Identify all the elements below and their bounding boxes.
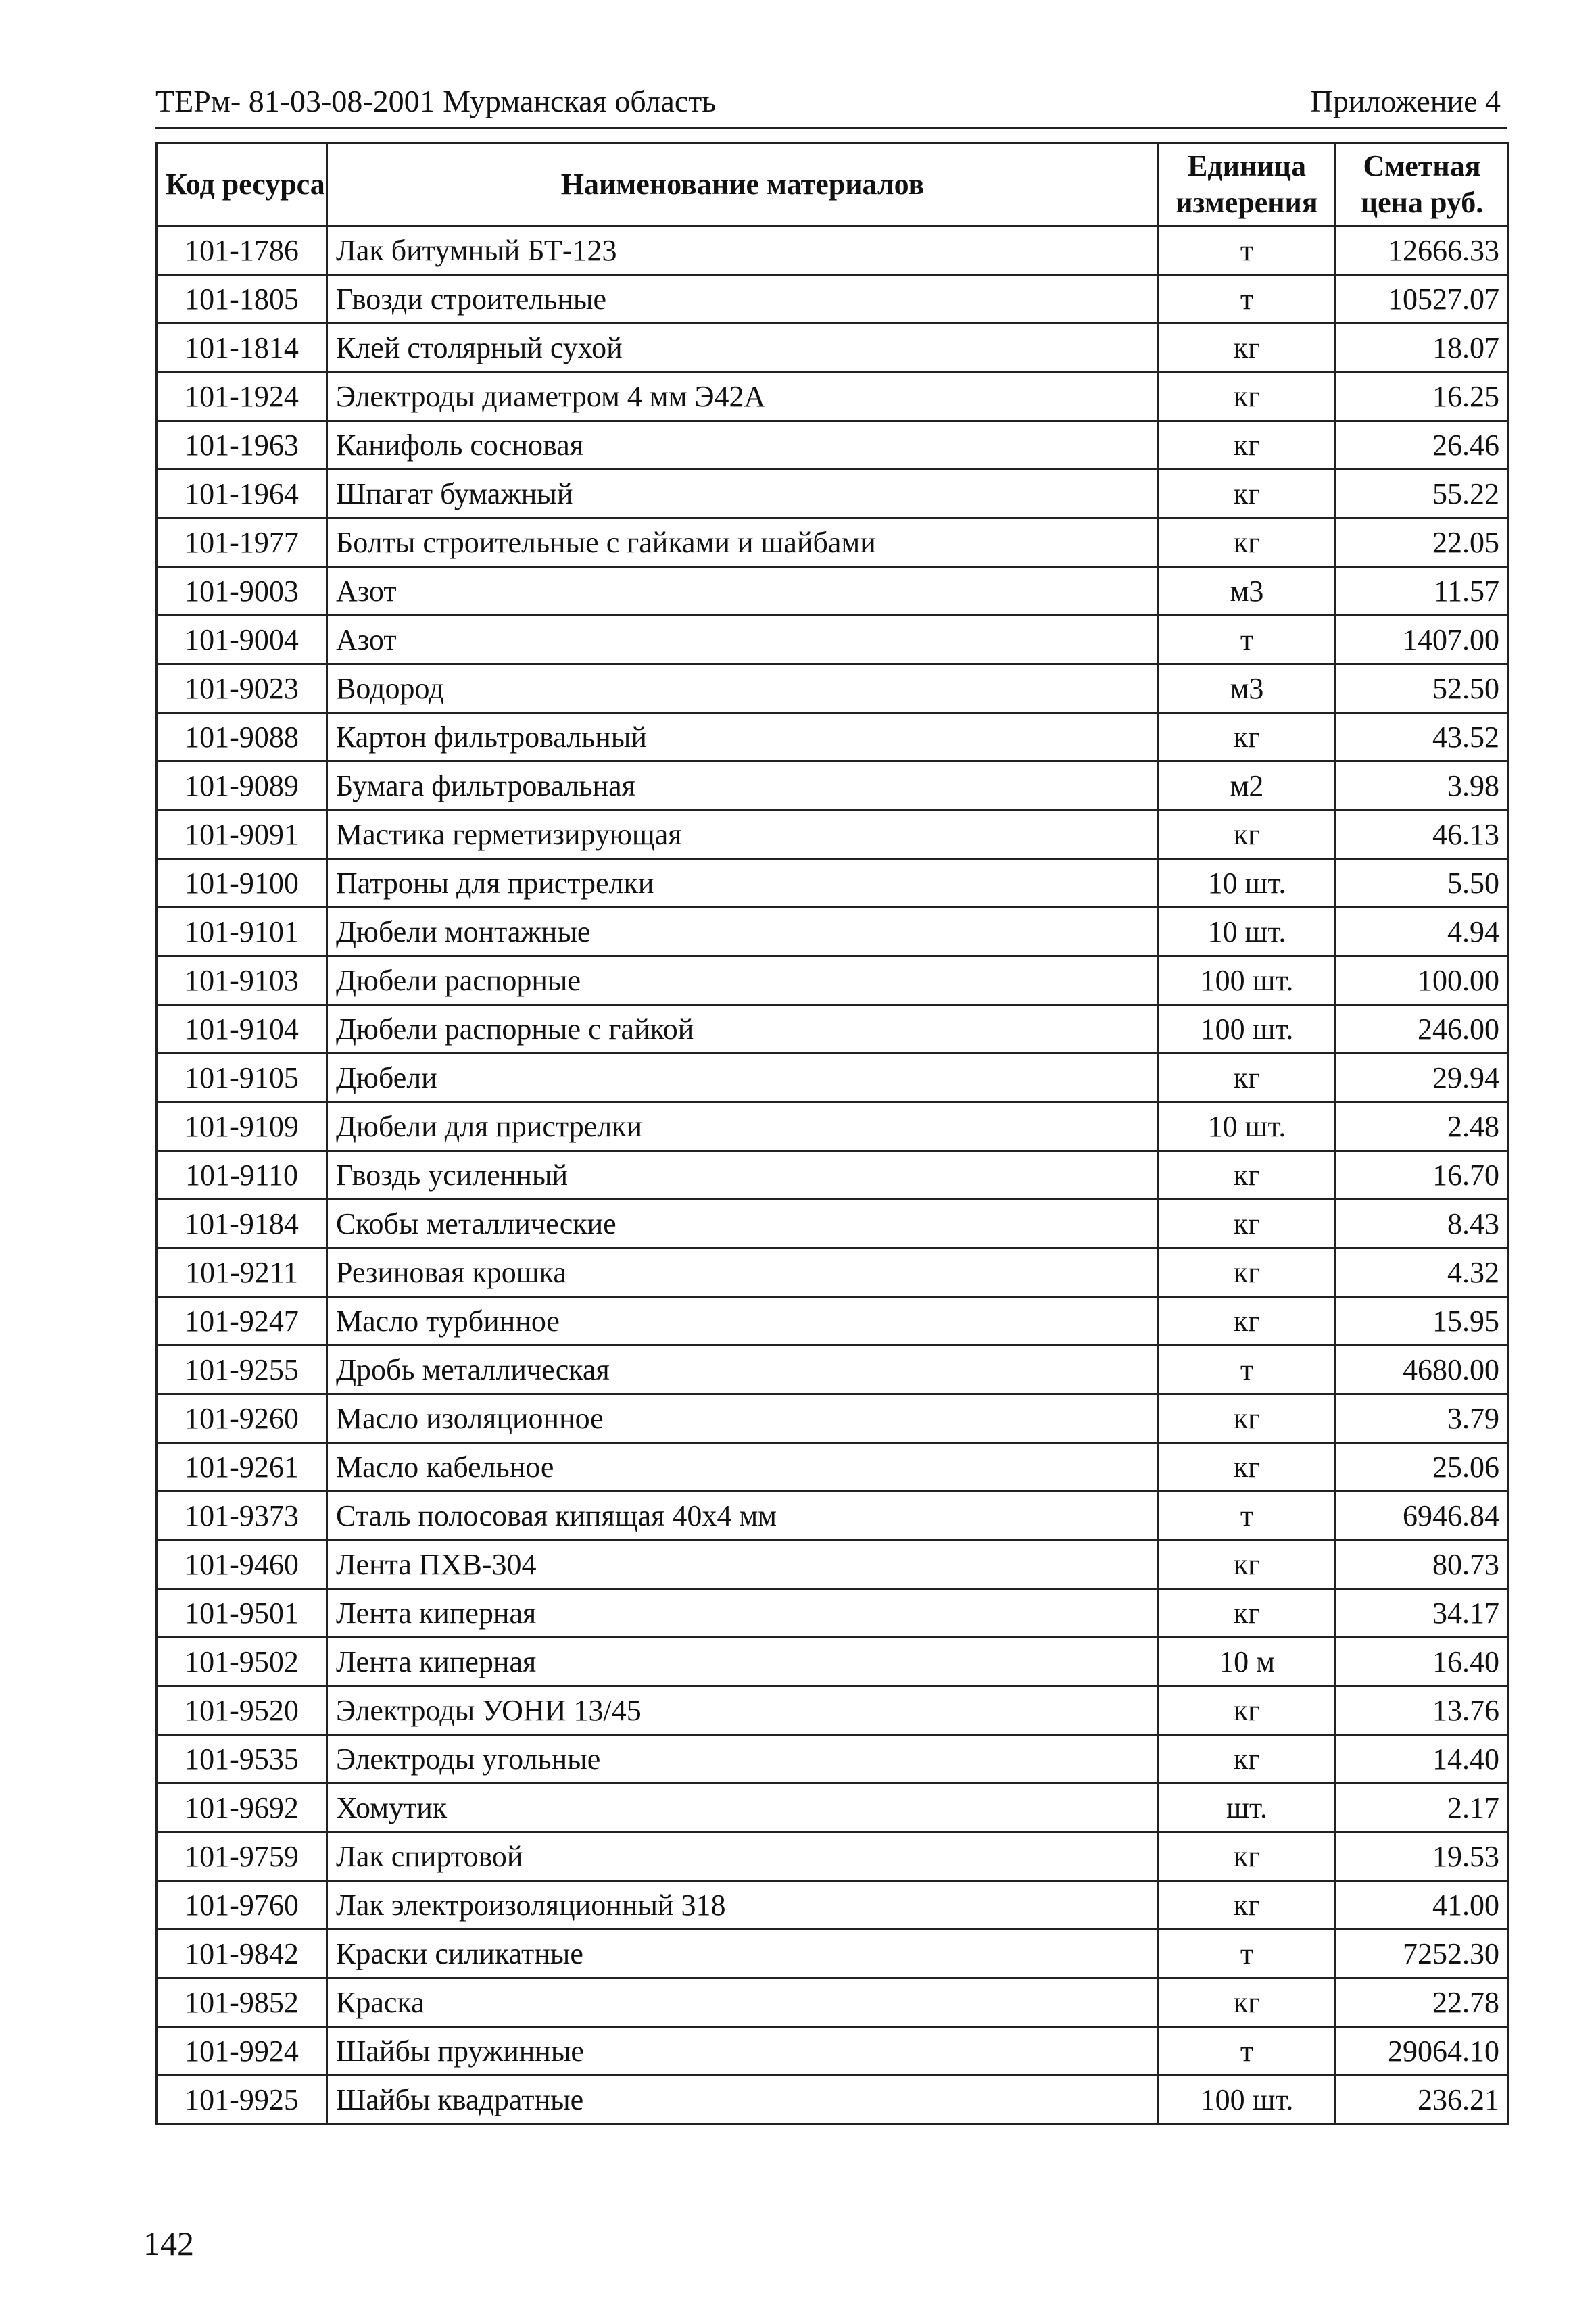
price-cell: 26.46 (1336, 421, 1509, 470)
price-cell: 29.94 (1336, 1054, 1509, 1102)
materials-table (155, 142, 1509, 2125)
resource-code-cell: 101-9023 (157, 664, 327, 713)
table-row (157, 1540, 1509, 1589)
resource-code-cell: 101-9520 (157, 1686, 327, 1735)
material-name-cell: Электроды УОНИ 13/45 (327, 1686, 1159, 1735)
unit-cell: кг (1159, 1881, 1336, 1930)
resource-code-cell: 101-9247 (157, 1297, 327, 1346)
price-cell: 7252.30 (1336, 1930, 1509, 1978)
price-cell: 11.57 (1336, 567, 1509, 616)
resource-code-cell: 101-1924 (157, 372, 327, 421)
material-name-cell: Масло изоляционное (327, 1394, 1159, 1443)
resource-code-cell: 101-1805 (157, 275, 327, 324)
table-row (157, 1297, 1509, 1346)
resource-code-cell: 101-9460 (157, 1540, 327, 1589)
price-cell: 14.40 (1336, 1735, 1509, 1784)
resource-code-cell: 101-9852 (157, 1978, 327, 2027)
resource-code-cell: 101-9501 (157, 1589, 327, 1638)
material-name-cell: Лак спиртовой (327, 1832, 1159, 1881)
resource-code-cell: 101-9089 (157, 762, 327, 810)
table-row (157, 1005, 1509, 1054)
unit-cell: кг (1159, 1978, 1336, 2027)
resource-code-cell: 101-1964 (157, 470, 327, 518)
price-cell: 55.22 (1336, 470, 1509, 518)
unit-cell: кг (1159, 372, 1336, 421)
price-cell: 25.06 (1336, 1443, 1509, 1492)
price-cell: 236.21 (1336, 2076, 1509, 2124)
material-name-cell: Дюбели (327, 1054, 1159, 1102)
table-row (157, 956, 1509, 1005)
column-header-code: Код ресурса (157, 143, 327, 226)
unit-cell: т (1159, 1492, 1336, 1540)
price-cell: 12666.33 (1336, 226, 1509, 275)
resource-code-cell: 101-1977 (157, 518, 327, 567)
material-name-cell: Картон фильтровальный (327, 713, 1159, 762)
table-row (157, 1443, 1509, 1492)
table-row (157, 762, 1509, 810)
material-name-cell: Краска (327, 1978, 1159, 2027)
unit-cell: кг (1159, 1200, 1336, 1248)
price-cell: 52.50 (1336, 664, 1509, 713)
table-row (157, 664, 1509, 713)
material-name-cell: Дюбели распорные с гайкой (327, 1005, 1159, 1054)
unit-cell: т (1159, 616, 1336, 664)
material-name-cell: Лента ПХВ-304 (327, 1540, 1159, 1589)
table-row (157, 1832, 1509, 1881)
price-cell: 100.00 (1336, 956, 1509, 1005)
table-row (157, 1589, 1509, 1638)
column-header-price (1336, 143, 1509, 226)
resource-code-cell: 101-9373 (157, 1492, 327, 1540)
table-row (157, 567, 1509, 616)
unit-cell: 10 шт. (1159, 1102, 1336, 1151)
table-body (157, 226, 1509, 2124)
resource-code-cell: 101-1963 (157, 421, 327, 470)
unit-cell: м3 (1159, 664, 1336, 713)
material-name-cell: Азот (327, 567, 1159, 616)
unit-cell: кг (1159, 421, 1336, 470)
unit-cell: 100 шт. (1159, 1005, 1336, 1054)
unit-cell: т (1159, 1930, 1336, 1978)
resource-code-cell: 101-9003 (157, 567, 327, 616)
table-row (157, 372, 1509, 421)
unit-cell: 10 шт. (1159, 908, 1336, 956)
price-cell: 3.98 (1336, 762, 1509, 810)
column-header-unit-line1: Единица (1187, 149, 1306, 182)
document-title: ТЕРм- 81-03-08-2001 Мурманская область (155, 84, 717, 118)
resource-code-cell: 101-9255 (157, 1346, 327, 1394)
price-cell: 34.17 (1336, 1589, 1509, 1638)
resource-code-cell: 101-9101 (157, 908, 327, 956)
resource-code-cell: 101-9842 (157, 1930, 327, 1978)
material-name-cell: Дробь металлическая (327, 1346, 1159, 1394)
column-header-name: Наименование материалов (327, 143, 1159, 226)
material-name-cell: Краски силикатные (327, 1930, 1159, 1978)
resource-code-cell: 101-9261 (157, 1443, 327, 1492)
material-name-cell: Сталь полосовая кипящая 40х4 мм (327, 1492, 1159, 1540)
table-row (157, 810, 1509, 859)
unit-cell: кг (1159, 713, 1336, 762)
price-cell: 16.40 (1336, 1638, 1509, 1686)
material-name-cell: Шайбы пружинные (327, 2027, 1159, 2076)
material-name-cell: Дюбели распорные (327, 956, 1159, 1005)
material-name-cell: Азот (327, 616, 1159, 664)
resource-code-cell: 101-9184 (157, 1200, 327, 1248)
price-cell: 46.13 (1336, 810, 1509, 859)
material-name-cell: Резиновая крошка (327, 1248, 1159, 1297)
table-row (157, 713, 1509, 762)
price-cell: 8.43 (1336, 1200, 1509, 1248)
table-row (157, 1102, 1509, 1151)
unit-cell: м2 (1159, 762, 1336, 810)
price-cell: 246.00 (1336, 1005, 1509, 1054)
table-row (157, 1686, 1509, 1735)
unit-cell: 100 шт. (1159, 2076, 1336, 2124)
column-header-unit (1159, 143, 1336, 226)
unit-cell: шт. (1159, 1784, 1336, 1832)
unit-cell: кг (1159, 518, 1336, 567)
price-cell: 3.79 (1336, 1394, 1509, 1443)
price-cell: 4.94 (1336, 908, 1509, 956)
material-name-cell: Бумага фильтровальная (327, 762, 1159, 810)
price-cell: 13.76 (1336, 1686, 1509, 1735)
resource-code-cell: 101-9091 (157, 810, 327, 859)
material-name-cell: Болты строительные с гайками и шайбами (327, 518, 1159, 567)
material-name-cell: Шайбы квадратные (327, 2076, 1159, 2124)
price-cell: 15.95 (1336, 1297, 1509, 1346)
resource-code-cell: 101-9104 (157, 1005, 327, 1054)
resource-code-cell: 101-9535 (157, 1735, 327, 1784)
price-cell: 29064.10 (1336, 2027, 1509, 2076)
unit-cell: т (1159, 2027, 1336, 2076)
unit-cell: кг (1159, 1394, 1336, 1443)
header-row (157, 143, 1509, 226)
price-cell: 2.48 (1336, 1102, 1509, 1151)
table-row (157, 1151, 1509, 1200)
material-name-cell: Лак электроизоляционный 318 (327, 1881, 1159, 1930)
price-cell: 43.52 (1336, 713, 1509, 762)
table-row (157, 1200, 1509, 1248)
unit-cell: кг (1159, 1248, 1336, 1297)
price-cell: 16.25 (1336, 372, 1509, 421)
resource-code-cell: 101-9088 (157, 713, 327, 762)
material-name-cell: Гвозди строительные (327, 275, 1159, 324)
resource-code-cell: 101-9759 (157, 1832, 327, 1881)
price-cell: 19.53 (1336, 1832, 1509, 1881)
table-row (157, 1638, 1509, 1686)
material-name-cell: Масло турбинное (327, 1297, 1159, 1346)
price-cell: 18.07 (1336, 324, 1509, 372)
resource-code-cell: 101-1814 (157, 324, 327, 372)
unit-cell: кг (1159, 1540, 1336, 1589)
unit-cell: м3 (1159, 567, 1336, 616)
price-cell: 6946.84 (1336, 1492, 1509, 1540)
table-row (157, 1784, 1509, 1832)
table-row (157, 1492, 1509, 1540)
resource-code-cell: 101-9924 (157, 2027, 327, 2076)
price-cell: 22.78 (1336, 1978, 1509, 2027)
table-row (157, 1881, 1509, 1930)
table-row (157, 324, 1509, 372)
unit-cell: кг (1159, 1297, 1336, 1346)
table-row (157, 421, 1509, 470)
resource-code-cell: 101-9004 (157, 616, 327, 664)
table-row (157, 1735, 1509, 1784)
material-name-cell: Скобы металлические (327, 1200, 1159, 1248)
table-row (157, 908, 1509, 956)
price-cell: 80.73 (1336, 1540, 1509, 1589)
table-row (157, 1054, 1509, 1102)
unit-cell: 10 шт. (1159, 859, 1336, 908)
appendix-label: Приложение 4 (1310, 84, 1501, 118)
price-cell: 4680.00 (1336, 1346, 1509, 1394)
material-name-cell: Дюбели монтажные (327, 908, 1159, 956)
resource-code-cell: 101-9211 (157, 1248, 327, 1297)
material-name-cell: Гвоздь усиленный (327, 1151, 1159, 1200)
unit-cell: кг (1159, 1151, 1336, 1200)
resource-code-cell: 101-9109 (157, 1102, 327, 1151)
resource-code-cell: 101-9925 (157, 2076, 327, 2124)
table-row (157, 1346, 1509, 1394)
price-cell: 4.32 (1336, 1248, 1509, 1297)
price-cell: 2.17 (1336, 1784, 1509, 1832)
unit-cell: кг (1159, 1443, 1336, 1492)
unit-cell: кг (1159, 1686, 1336, 1735)
unit-cell: кг (1159, 810, 1336, 859)
resource-code-cell: 101-9760 (157, 1881, 327, 1930)
price-cell: 22.05 (1336, 518, 1509, 567)
table-row (157, 616, 1509, 664)
price-cell: 10527.07 (1336, 275, 1509, 324)
unit-cell: кг (1159, 324, 1336, 372)
unit-cell: 100 шт. (1159, 956, 1336, 1005)
resource-code-cell: 101-9103 (157, 956, 327, 1005)
table-row (157, 226, 1509, 275)
material-name-cell: Мастика герметизирующая (327, 810, 1159, 859)
material-name-cell: Шпагат бумажный (327, 470, 1159, 518)
material-name-cell: Водород (327, 664, 1159, 713)
material-name-cell: Клей столярный сухой (327, 324, 1159, 372)
material-name-cell: Канифоль сосновая (327, 421, 1159, 470)
price-cell: 5.50 (1336, 859, 1509, 908)
column-header-price-line2: цена руб. (1360, 186, 1484, 219)
unit-cell: т (1159, 1346, 1336, 1394)
material-name-cell: Хомутик (327, 1784, 1159, 1832)
material-name-cell: Патроны для пристрелки (327, 859, 1159, 908)
unit-cell: кг (1159, 1832, 1336, 1881)
resource-code-cell: 101-9692 (157, 1784, 327, 1832)
table-row (157, 1978, 1509, 2027)
table-row (157, 1248, 1509, 1297)
resource-code-cell: 101-1786 (157, 226, 327, 275)
page-header (155, 76, 1507, 129)
material-name-cell: Дюбели для пристрелки (327, 1102, 1159, 1151)
unit-cell: кг (1159, 1054, 1336, 1102)
column-header-unit-line2: измерения (1176, 186, 1318, 219)
page-number: 142 (143, 2224, 194, 2262)
table-row (157, 2027, 1509, 2076)
table-row (157, 859, 1509, 908)
table-row (157, 275, 1509, 324)
unit-cell: 10 м (1159, 1638, 1336, 1686)
price-cell: 16.70 (1336, 1151, 1509, 1200)
unit-cell: т (1159, 226, 1336, 275)
resource-code-cell: 101-9110 (157, 1151, 327, 1200)
unit-cell: кг (1159, 470, 1336, 518)
table-row (157, 518, 1509, 567)
resource-code-cell: 101-9105 (157, 1054, 327, 1102)
table-row (157, 470, 1509, 518)
resource-code-cell: 101-9502 (157, 1638, 327, 1686)
table-row (157, 1930, 1509, 1978)
unit-cell: кг (1159, 1589, 1336, 1638)
resource-code-cell: 101-9260 (157, 1394, 327, 1443)
price-cell: 1407.00 (1336, 616, 1509, 664)
price-cell: 41.00 (1336, 1881, 1509, 1930)
unit-cell: кг (1159, 1735, 1336, 1784)
table-row (157, 1394, 1509, 1443)
material-name-cell: Лента киперная (327, 1589, 1159, 1638)
table-row (157, 2076, 1509, 2124)
unit-cell: т (1159, 275, 1336, 324)
material-name-cell: Лак битумный БТ-123 (327, 226, 1159, 275)
column-header-price-line1: Сметная (1363, 149, 1481, 182)
material-name-cell: Электроды диаметром 4 мм Э42А (327, 372, 1159, 421)
resource-code-cell: 101-9100 (157, 859, 327, 908)
material-name-cell: Лента киперная (327, 1638, 1159, 1686)
material-name-cell: Электроды угольные (327, 1735, 1159, 1784)
table-header (157, 143, 1509, 226)
material-name-cell: Масло кабельное (327, 1443, 1159, 1492)
